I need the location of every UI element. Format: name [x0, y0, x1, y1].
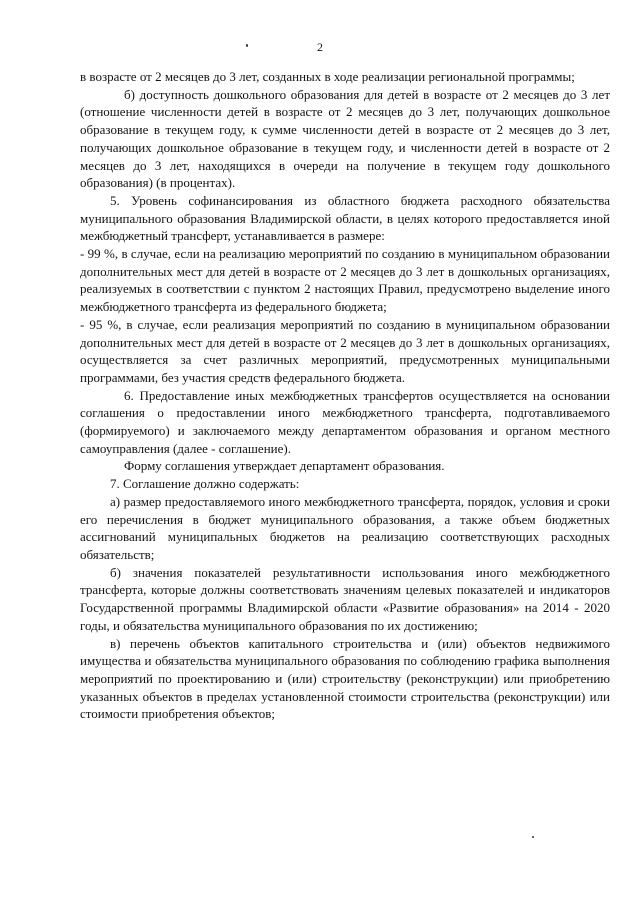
paragraph-clause-7: 7. Соглашение должно содержать:	[110, 476, 300, 492]
paragraph-dash-99: - 99 %, в случае, если на реализацию мероприятий по созданию в муниципальном образовании дополнительных мест для детей в возрасте от 2 месяцев до 3 лет в дошкольных организациях, реализуемых в соответствии с пунктом 2 настоящих Правил, предусмотрено выделение иного межбюджетного трансферта из федерального бюджета;	[80, 246, 610, 315]
paragraph-agreement-form: Форму соглашения утверждает департамент образования.	[124, 458, 445, 474]
paragraph-continuation: в возрасте от 2 месяцев до 3 лет, созданных в ходе реализации региональной программы;	[80, 69, 575, 84]
paragraph-clause-5: 5. Уровень софинансирования из областного бюджета расходного обязательства муниципального образования Владимирской области, в целях которого предоставляется иной межбюджетный трансферт, устанавливается в размере:	[80, 192, 610, 244]
page-number: 2	[317, 40, 323, 54]
paragraph-item-v: в) перечень объектов капитального строительства и (или) объектов недвижимого имущества и обязательства муниципального образования по соблюдению графика выполнения мероприятий по проектированию и (или) строительству (реконструкции) или приобретению указанных объектов в пределах установленной стоимости строительства (реконструкции) или стоимости приобретения объектов;	[80, 635, 610, 722]
scan-speck	[532, 836, 534, 838]
paragraph-item-b-availability: б) доступность дошкольного образования для детей в возрасте от 2 месяцев до 3 лет (отношение численности детей в возрасте от 2 месяцев до 3 лет, получающих дошкольное образование в текущем году, к сумме численности детей в возрасте от 2 месяцев до 3 лет, получающих дошкольное образование в текущем году, и численности детей в возрасте от 2 месяцев до 3 лет, находящихся в очереди на получение в текущем году дошкольного образования) (в процентах).	[80, 86, 610, 191]
paragraph-dash-95: - 95 %, в случае, если реализация мероприятий по созданию в муниципальном образовании дополнительных мест для детей в возрасте от 2 месяцев до 3 лет в дошкольных организациях, осуществляется за счет различных мероприятий, предусмотренных муниципальными программами, без участия средств федерального бюджета.	[80, 316, 610, 385]
paragraph-item-a: а) размер предоставляемого иного межбюджетного трансферта, порядок, условия и сроки его перечисления в бюджет муниципального образования, а также объем бюджетных ассигнований муниципальных бюджетов на реализацию соответствующих расходных обязательств;	[80, 493, 610, 562]
paragraph-clause-6: 6. Предоставление иных межбюджетных трансфертов осуществляется на основании соглашения о предоставлении иного межбюджетного трансферта, подготавливаемого (формируемого) и заключаемого между департаментом образования и органом местного самоуправления (далее - соглашение).	[80, 387, 610, 456]
document-body	[80, 68, 610, 723]
paragraph-item-b: б) значения показателей результативности использования иного межбюджетного трансферта, которые должны соответствовать значениям целевых показателей и индикаторов Государственной программы Владимирской области «Развитие образования» на 2014 - 2020 годы, и обязательства муниципального образования по их достижению;	[80, 564, 610, 633]
